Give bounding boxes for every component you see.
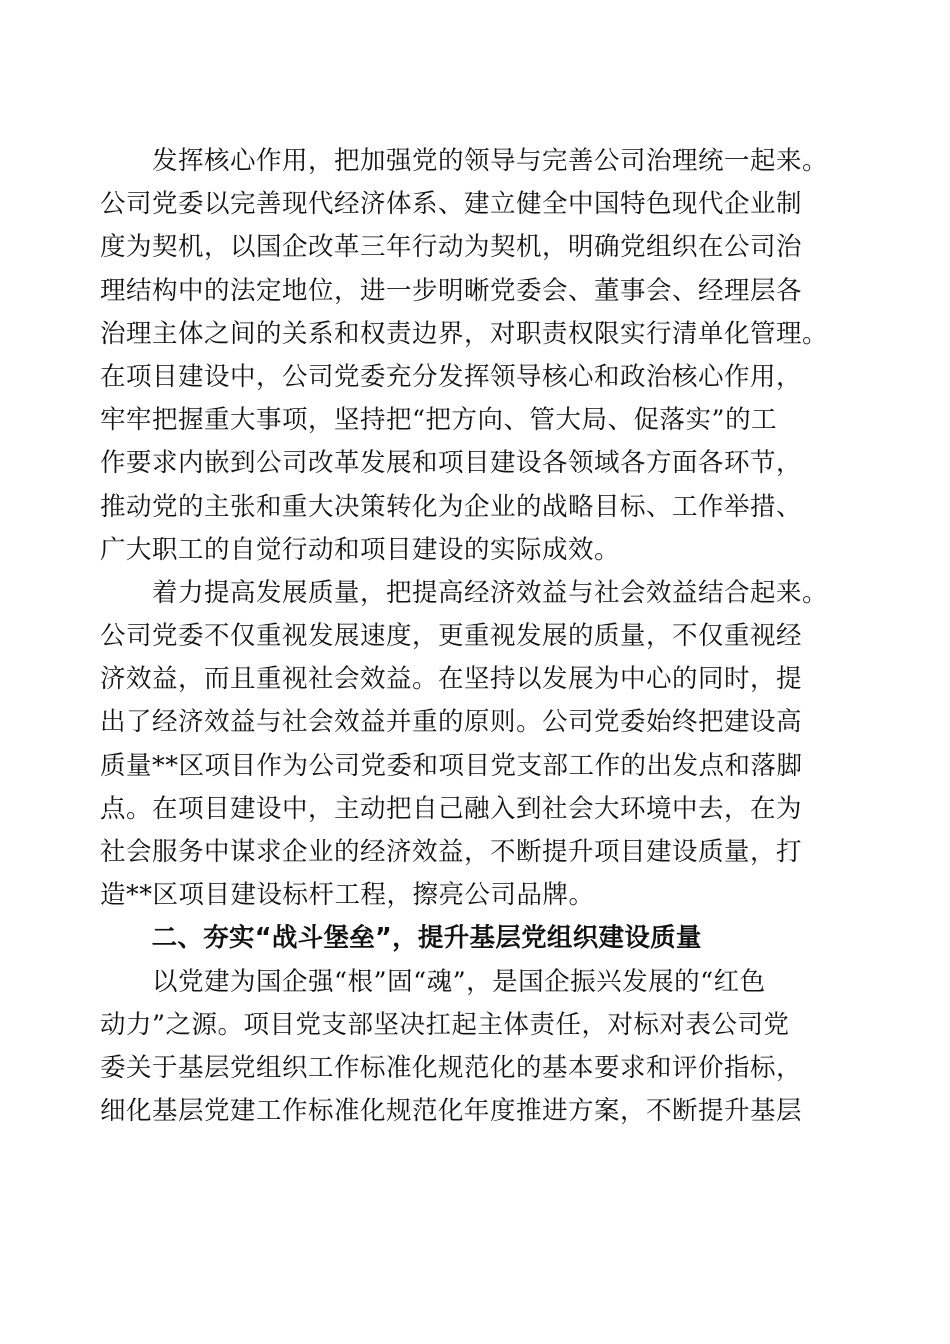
paragraph-3-line: 以党建为国企强“根”固“魂”，是国企振兴发展的“红色	[100, 966, 766, 997]
paragraph-2-line: 造**区项目建设标杆工程，擦亮公司品牌。	[100, 880, 595, 911]
paragraph-3-line: 细化基层党建工作标准化规范化年度推进方案，不断提升基层	[100, 1096, 803, 1127]
document-body	[100, 140, 829, 1133]
paragraph-1-line: 度为契机，以国企改革三年行动为契机，明确党组织在公司治	[100, 232, 803, 263]
paragraph-1-line: 推动党的主张和重大决策转化为企业的战略目标、工作举措、	[100, 491, 803, 522]
paragraph-2-line: 社会服务中谋求企业的经济效益，不断提升项目建设质量，打	[100, 837, 803, 867]
paragraph-1-line: 作要求内嵌到公司改革发展和项目建设各领域各方面各环节，	[100, 448, 803, 479]
paragraph-2-line: 公司党委不仅重视发展速度，更重视发展的质量，不仅重视经	[100, 621, 803, 652]
paragraph-1-line: 理结构中的法定地位，进一步明晰党委会、董事会、经理层各	[100, 275, 803, 306]
paragraph-1-line: 牢牢把握重大事项，坚持把“把方向、管大局、促落实”的工	[100, 405, 778, 436]
paragraph-2-line: 着力提高发展质量，把提高经济效益与社会效益结合起来。	[100, 577, 829, 608]
section-heading: 二、夯实“战斗堡垒”，提升基层党组织建设质量	[100, 923, 702, 954]
paragraph-1-line: 公司党委以完善现代经济体系、建立健全中国特色现代企业制	[100, 189, 803, 220]
paragraph-3-line: 委关于基层党组织工作标准化规范化的基本要求和评价指标，	[100, 1052, 803, 1083]
paragraph-2-line: 出了经济效益与社会效益并重的原则。公司党委始终把建设高	[100, 707, 803, 738]
paragraph-2-line: 质量**区项目作为公司党委和项目党支部工作的出发点和落脚	[100, 750, 803, 781]
paragraph-1-line: 广大职工的自觉行动和项目建设的实际成效。	[100, 534, 621, 565]
paragraph-1-line: 发挥核心作用，把加强党的领导与完善公司治理统一起来。	[100, 146, 829, 176]
paragraph-3-line: 动力”之源。项目党支部坚决扛起主体责任，对标对表公司党	[100, 1009, 790, 1040]
paragraph-2-line: 济效益，而且重视社会效益。在坚持以发展为中心的同时，提	[100, 664, 803, 695]
paragraph-2-line: 点。在项目建设中，主动把自己融入到社会大环境中去，在为	[100, 793, 803, 824]
paragraph-1-line: 在项目建设中，公司党委充分发挥领导核心和政治核心作用，	[100, 361, 803, 392]
paragraph-1-line: 治理主体之间的关系和权责边界，对职责权限实行清单化管理。	[100, 318, 829, 349]
